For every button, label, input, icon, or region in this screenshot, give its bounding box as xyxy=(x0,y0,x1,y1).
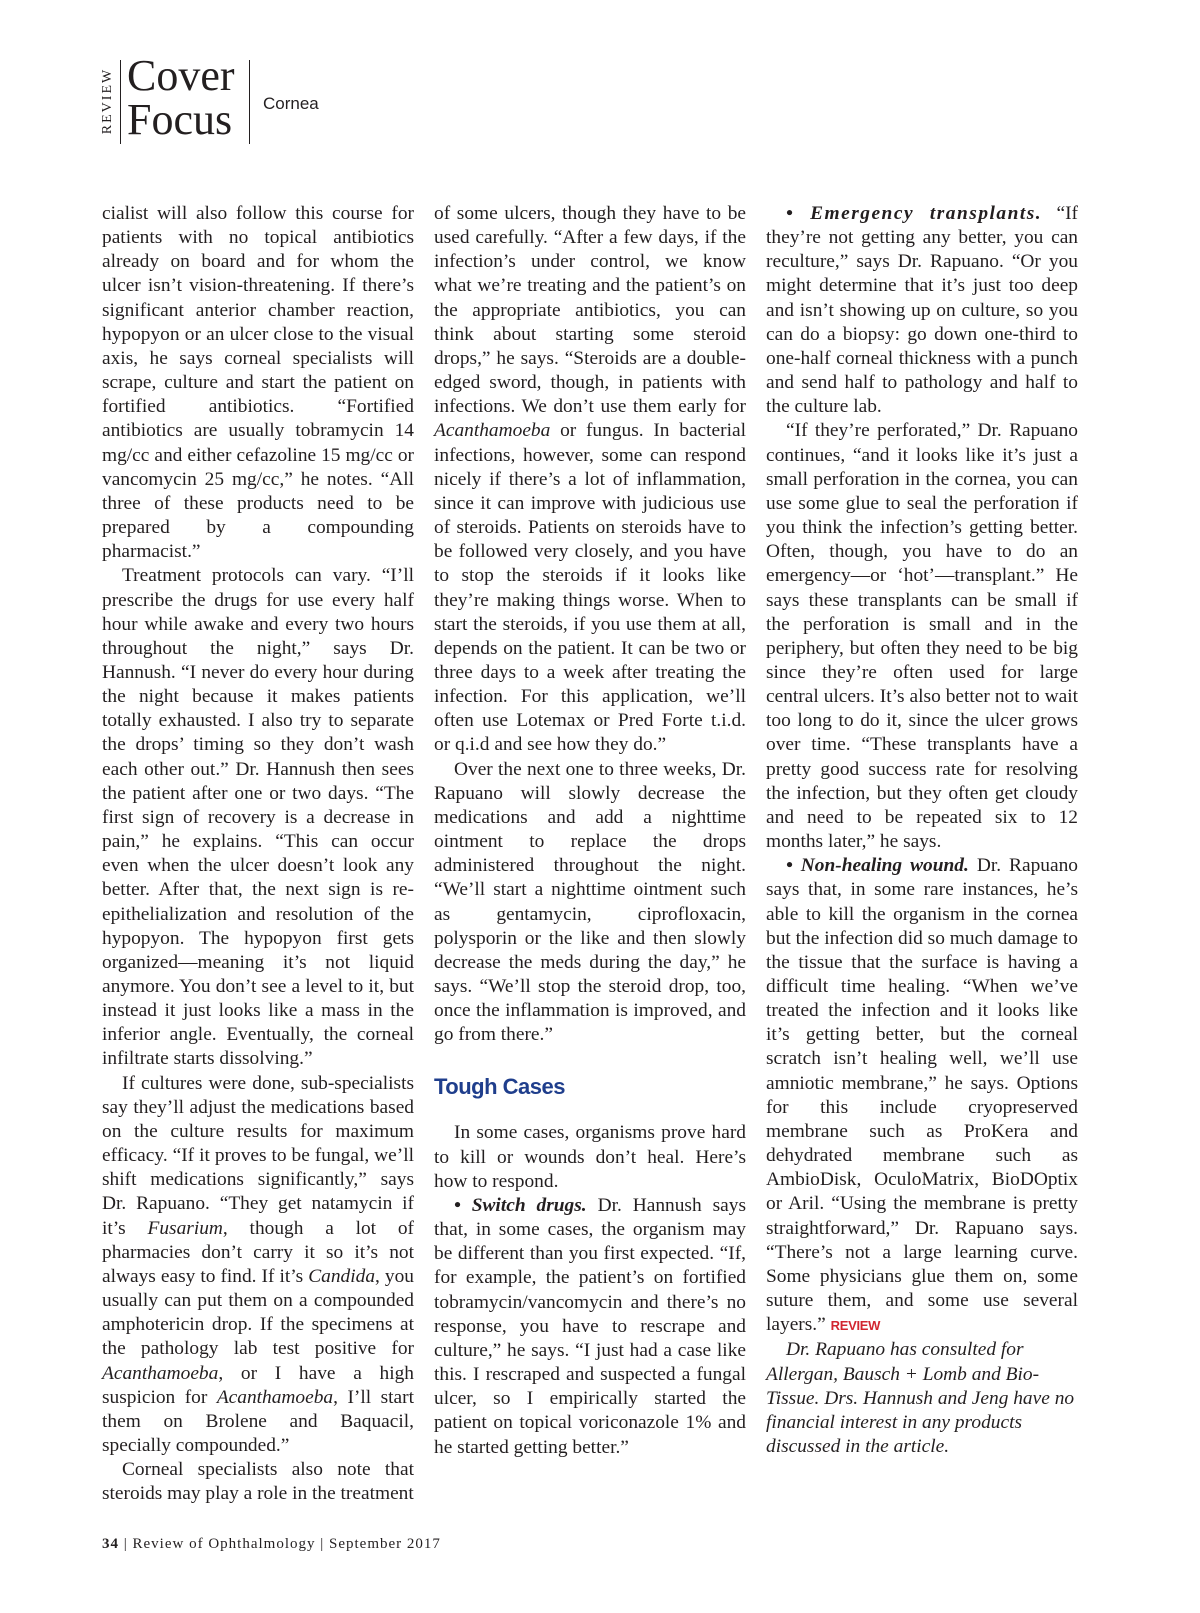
footer-separator: | xyxy=(123,1536,128,1552)
article-column-2 xyxy=(434,202,746,1460)
runin-switch-drugs: • Switch drugs. xyxy=(454,1194,587,1216)
disclosure-note: Dr. Rapuano has consulted for Allergan, Bausch + Lomb and Bio-Tissue. Drs. Hannush and Jeng have no financial interest in any products discussed in the article. xyxy=(766,1339,1075,1457)
col3-paragraph-3: • Non-healing wound. Dr. Rapuano says that, in some rare instances, he’s able to kill the organism in the cornea but the infection did so much damage to the tissue that the surface is having a difficult time healing. “When we’ve treated the infection and it looks like it’s getting better, but the corneal scratch isn’t healing well, we’ll use amniotic membrane,” he says. Options for this include cryopreserved membrane such as ProKera and dehydrated membrane such as AmbioDisk, OculoMatrix, BioDOptix or Aril. “Using the membrane is pretty straightforward,” Dr. Rapuano says. “There’s not a large learning curve. Some physicians glue them on, some suture them, and some use several layers.” REVIEW xyxy=(766,855,1078,1336)
header-divider-left xyxy=(120,60,121,144)
col2-paragraph-4: • Switch drugs. Dr. Hannush says that, in some cases, the organism may be different than you first expected. “If, for example, the patient’s on fortified tobramycin/vancomycin and there’s no response, you have to rescrape and culture,” he says. “I just had a case like this. I rescraped and suspected a fungal ulcer, so I empirically started the patient on topical voriconazole 1% and he started getting better.” xyxy=(434,1194,746,1458)
col1-paragraph-2: Treatment protocols can vary. “I’ll prescribe the drugs for use every half hour while awake and every two hours throughout the night,” says Dr. Hannush. “I never do every hour during the night because it makes patients totally exhausted. I also try to separate the drops’ timing so they don’t wash each other out.” Dr. Hannush then sees the patient after one or two days. “The first sign of recovery is a decrease in pain,” he explains. “This can occur even when the ulcer doesn’t look any better. After that, the next sign is re-epithelialization and resolution of the hypopyon. The hypopyon first gets organized—meaning it’s not liquid anymore. You don’t see a level to it, but instead it just looks like a mass in the inferior angle. Eventually, the corneal infiltrate starts dissolving.” xyxy=(102,565,414,1070)
col1-paragraph-1: cialist will also follow this course for patients with no topical antibiotics already on board and for whom the ulcer isn’t vision-threatening. If there’s significant anterior chamber reaction, hypopyon or an ulcer close to the visual axis, he says corneal specialists will scrape, culture and start the patient on fortified antibiotics. “Fortified antibiotics are usually tobramycin 14 mg/cc and either cefazoline 15 mg/cc or vancomycin 25 mg/cc,” he notes. “All three of these products need to be prepared by a compounding pharmacist.” xyxy=(102,203,414,563)
col2-paragraph-2: Over the next one to three weeks, Dr. Rapuano will slowly decrease the medications and add a nighttime ointment to replace the drops administered throughout the night. “We’ll start a nighttime ointment such as gentamycin, ciprofloxacin, polysporin or the like and then slowly decrease the meds during the day,” he says. “We’ll stop the steroid drop, too, once the inflammation is improved, and go from there.” xyxy=(434,758,746,1046)
issue-date: September 2017 xyxy=(329,1536,441,1552)
review-end-mark: REVIEW xyxy=(830,1318,881,1334)
page-number: 34 xyxy=(102,1536,119,1552)
title-line-2: Focus xyxy=(127,95,233,144)
col3-paragraph-2: “If they’re perforated,” Dr. Rapuano continues, “and it looks like it’s just a small perforation in the cornea, you can use some glue to seal the perforation if you think the infection’s getting better. Often, though, you have to do an emergency—or ‘hot’—transplant.” He says these transplants can be small if the perforation is small and in the periphery, but often they need to be big since they’re often used for large central ulcers. It’s also better not to wait too long to do it, since the ulcer grows over time. “These transplants have a pretty good success rate for resolving the infection, but they often get cloudy and need to be repeated six to 12 months later,” he says. xyxy=(766,420,1078,853)
cover-focus-title xyxy=(127,51,235,144)
col3-paragraph-1: • Emergency transplants. “If they’re not getting any better, you can reculture,” says Dr. Rapuano. “Or you might determine that it’s just too deep and isn’t showing up on culture, so you can do a biopsy: go down one-third to one-half corneal thickness with a punch and send half to pathology and half to the culture lab. xyxy=(766,203,1078,418)
publication-name: Review of Ophthalmology xyxy=(132,1536,316,1552)
col1-paragraph-4: Corneal specialists also note that steroids may play a role in the treatment xyxy=(102,1459,414,1505)
section-label: Cornea xyxy=(263,94,319,113)
review-vertical-label: REVIEW xyxy=(100,67,115,135)
article-column-3 xyxy=(766,202,1078,1459)
col1-paragraph-3: If cultures were done, sub-specialists say they’ll adjust the medications based on the culture results for maximum efficacy. “If it proves to be fungal, we’ll shift medications significantly,” says Dr. Rapuano. “They get natamycin if it’s Fusarium, though a lot of pharmacies don’t carry it so it’s not always easy to find. If it’s Candida, you usually can put them on a compounded amphotericin drop. If the specimens at the pathology lab test positive for Acanthamoeba, or I have a high suspicion for Acanthamoeba, I’ll start them on Brolene and Baquacil, specially compounded.” xyxy=(102,1072,414,1456)
runin-emergency-transplants: • Emergency transplants. xyxy=(786,203,1043,224)
col2-paragraph-1: of some ulcers, though they have to be used carefully. “After a few days, if the infection’s under control, we know what we’re treating and the patient’s on the appropriate antibiotics, you can think about starting some steroid drops,” he says. “Steroids are a double-edged sword, though, in patients with infections. We don’t use them early for Acanthamoeba or fungus. In bacterial infections, however, some can respond nicely if there’s a lot of inflammation, since it can improve with judicious use of steroids. Patients on steroids have to be followed very closely, and you have to stop the steroids if it looks like they’re making things worse. When to start the steroids, if you use them at all, depends on the patient. It can be two or three days to a week after treating the infection. For this application, we’ll often use Lotemax or Pred Forte t.i.d. or q.i.d and see how they do.” xyxy=(434,203,746,756)
page-footer xyxy=(102,1536,441,1553)
subhead-tough-cases: Tough Cases xyxy=(434,1074,566,1100)
article-column-1 xyxy=(102,202,414,1506)
footer-separator: | xyxy=(320,1536,325,1552)
header-divider-right xyxy=(249,60,250,144)
runin-non-healing-wound: • Non-healing wound. xyxy=(786,855,969,877)
title-line-1: Cover xyxy=(127,51,235,100)
col2-paragraph-3: In some cases, organisms prove hard to kill or wounds don’t heal. Here’s how to respond. xyxy=(434,1122,746,1192)
